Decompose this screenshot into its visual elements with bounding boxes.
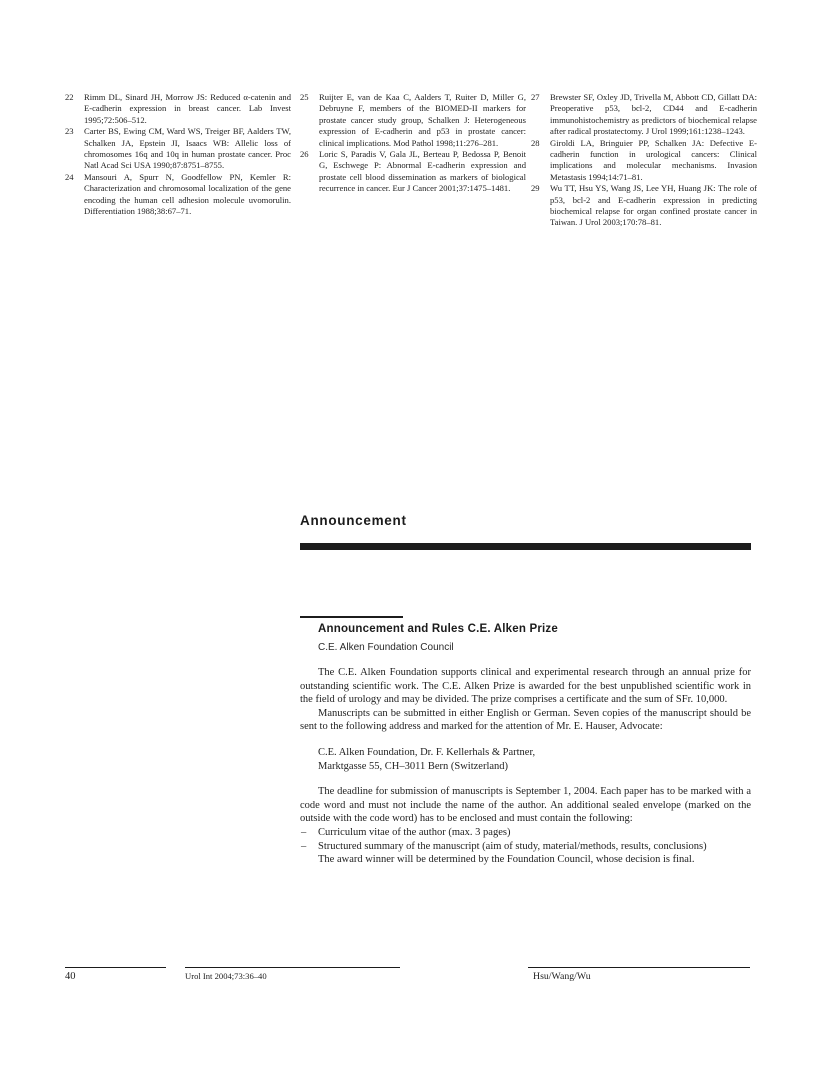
announcement-body — [300, 666, 751, 867]
reference-text: Giroldi LA, Bringuier PP, Schalken JA: Defective E-cadherin function in urological cancers: Clinical implications and molecular mechanisms. Invasion Metastasis 1994;14:71–81. — [550, 137, 757, 182]
dash-marker: – — [301, 826, 307, 838]
footer-authors: Hsu/Wang/Wu — [528, 967, 750, 982]
reference-item — [531, 92, 757, 138]
reference-number: 25 — [300, 92, 309, 102]
announcement-title-rule — [300, 616, 403, 618]
references-column-2 — [300, 92, 526, 195]
announcement-title: Announcement and Rules C.E. Alken Prize — [318, 623, 558, 635]
paragraph-award-winner: The award winner will be determined by the Foundation Council, whose decision is final. — [318, 854, 695, 866]
references-column-3 — [531, 92, 757, 229]
reference-item — [300, 149, 526, 195]
reference-text: Ruijter E, van de Kaa C, Aalders T, Ruiter D, Miller G, Debruyne F, members of the BIOMED-II markers for prostate cancer study group, Schalken J: Heterogeneous expression of E-cadherin and p53 in prostate cancer: clinical implications. Mod Pathol 1998;11:276–281. — [319, 92, 526, 148]
reference-number: 28 — [531, 137, 540, 148]
reference-text: Rimm DL, Sinard JH, Morrow JS: Reduced α-catenin and E-cadherin expression in breast cancer. Lab Invest 1995;72:506–512. — [84, 92, 291, 125]
list-item-text: Curriculum vitae of the author (max. 3 pages) — [318, 826, 511, 838]
reference-item — [65, 126, 291, 172]
list-item-text: Structured summary of the manuscript (aim of study, material/methods, results, conclusions) — [318, 840, 707, 852]
paragraph-deadline: The deadline for submission of manuscripts is September 1, 2004. Each paper has to be marked with a code word and must not include the name of the author. An additional sealed envelope (marked on the outside with the code word) has to be enclosed and must contain the following: — [300, 786, 751, 825]
paragraph-manuscript-submission: Manuscripts can be submitted in either English or German. Seven copies of the manuscript should be sent to the following address and marked for the attention of Mr. E. Hauser, Advocate: — [300, 707, 751, 733]
reference-text: Brewster SF, Oxley JD, Trivella M, Abbott CD, Gillatt DA: Preoperative p53, bcl-2, CD44 and E-cadherin immunohistochemistry as predictors of biochemical relapse after radical prostatectomy. J Urol 1999;161:1238–1243. — [550, 92, 757, 137]
list-item — [300, 840, 751, 854]
announcement-section-label: Announcement — [300, 513, 407, 528]
reference-item — [531, 138, 757, 184]
reference-number: 23 — [65, 126, 74, 137]
reference-number: 22 — [65, 92, 74, 102]
reference-number: 29 — [531, 183, 540, 194]
dash-marker: – — [301, 840, 307, 852]
reference-text: Mansouri A, Spurr N, Goodfellow PN, Kemler R: Characterization and chromosomal localization of the gene encoding the human cell adhesion molecule uvomorulin. Differentiation 1988;38:67–71. — [84, 171, 291, 217]
announcement-subtitle: C.E. Alken Foundation Council — [318, 642, 454, 653]
address-line-2: Marktgasse 55, CH–3011 Bern (Switzerland) — [318, 760, 509, 772]
reference-number: 27 — [531, 92, 540, 102]
reference-item — [531, 183, 757, 229]
footer-journal-citation: Urol Int 2004;73:36–40 — [185, 967, 400, 981]
submission-requirements-list — [300, 826, 751, 853]
reference-item — [65, 92, 291, 126]
reference-text: Loric S, Paradis V, Gala JL, Berteau P, Bedossa P, Benoit G, Eschwege P: Abnormal E-cadherin expression and prostate cell blood dissemination as markers of biological recurrence in cancer. Eur J Cancer 2001;37:1475–1481. — [319, 149, 526, 194]
reference-number: 24 — [65, 171, 74, 182]
references-column-1 — [65, 92, 291, 217]
reference-item — [65, 172, 291, 218]
address-block — [300, 746, 751, 773]
announcement-divider-bar — [300, 543, 751, 550]
paragraph-foundation-prize: The C.E. Alken Foundation supports clinical and experimental research through an annual prize for outstanding scientific work. The C.E. Alken Prize is awarded for the best unpublished scientific work in the field of urology and may be divided. The prize comprises a certificate and the sum of SFr. 10,000. — [300, 667, 751, 706]
list-item — [300, 826, 751, 840]
address-line-1: C.E. Alken Foundation, Dr. F. Kellerhals & Partner, — [318, 746, 536, 758]
reference-text: Wu TT, Hsu YS, Wang JS, Lee YH, Huang JK: The role of p53, bcl-2 and E-cadherin expression in predicting biochemical relapse for organ confined prostate cancer in Taiwan. J Urol 2003;170:78–81. — [550, 183, 757, 228]
reference-text: Carter BS, Ewing CM, Ward WS, Treiger BF, Aalders TW, Schalken JA, Epstein JI, Isaacs WB: Allelic loss of chromosomes 16q and 10q in human prostate cancer. Proc Natl Acad Sci USA 1990;87:8751–8755. — [84, 126, 291, 171]
reference-item — [300, 92, 526, 149]
reference-number: 26 — [300, 149, 309, 160]
footer-page-number: 40 — [65, 967, 166, 982]
